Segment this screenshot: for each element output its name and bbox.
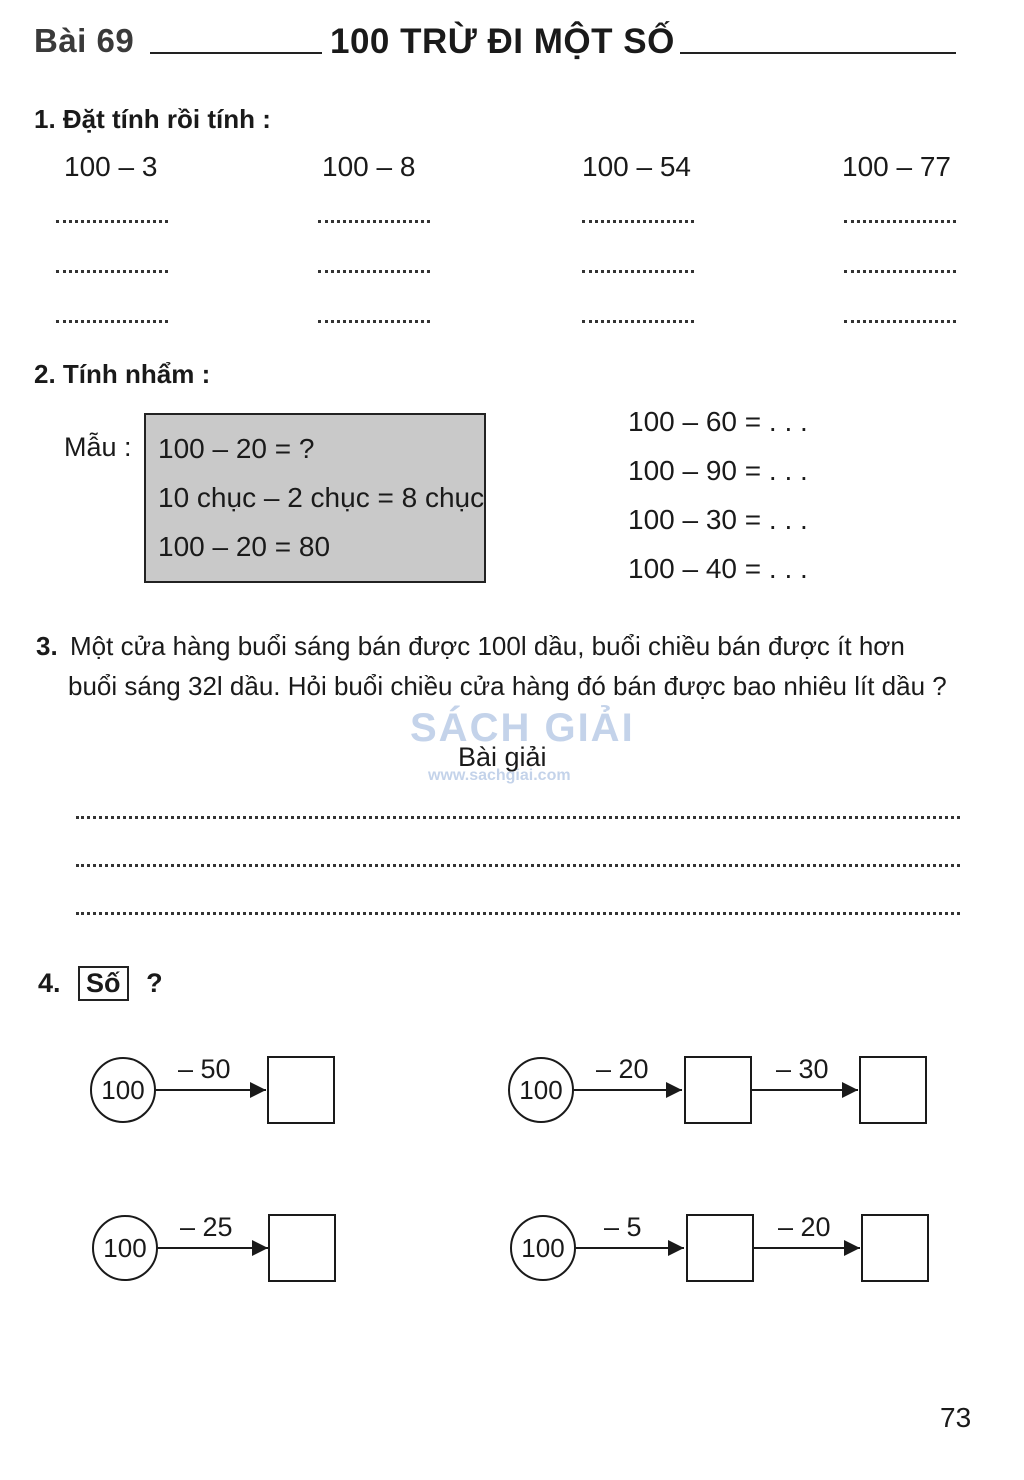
start-circle: 100 <box>508 1057 574 1123</box>
exercise1-problem: 100 – 3 <box>64 151 158 182</box>
exercise3-number: 3. <box>36 631 58 661</box>
mental-math-problem: 100 – 60 = . . . <box>628 406 808 437</box>
mental-math-problem: 100 – 40 = . . . <box>628 553 808 584</box>
operation-label: – 5 <box>604 1212 642 1242</box>
watermark-logo: SÁCH GIẢI <box>410 706 635 750</box>
so-box-label: Số <box>78 966 129 1001</box>
start-circle: 100 <box>90 1057 156 1123</box>
operation-label: – 25 <box>180 1212 233 1242</box>
page-number: 73 <box>940 1402 972 1433</box>
operation-label: – 30 <box>776 1054 829 1084</box>
answer-box[interactable] <box>861 1214 929 1282</box>
sample-line: 100 – 20 = 80 <box>158 531 331 562</box>
exercise3-text-line1: Một cửa hàng buổi sáng bán được 100l dầu, buổi chiều bán được ít hơn <box>70 631 905 661</box>
operation-label: – 20 <box>778 1212 831 1242</box>
sample-label: Mẫu : <box>64 432 132 462</box>
lesson-number: Bài 69 <box>34 22 135 59</box>
exercise1-problem: 100 – 77 <box>842 151 951 182</box>
operation-label: – 50 <box>178 1054 231 1084</box>
exercise3-text-line2: buổi sáng 32l dầu. Hỏi buổi chiều cửa hàng đó bán được bao nhiêu lít dầu ? <box>68 671 947 701</box>
exercise1-problem: 100 – 8 <box>322 151 416 182</box>
answer-box[interactable] <box>267 1056 335 1124</box>
exercise1-heading: 1. Đặt tính rồi tính : <box>34 104 271 134</box>
answer-box[interactable] <box>686 1214 754 1282</box>
operation-label: – 20 <box>596 1054 649 1084</box>
start-circle: 100 <box>92 1215 158 1281</box>
answer-box[interactable] <box>859 1056 927 1124</box>
sample-line: 10 chục – 2 chục = 8 chục <box>158 482 485 513</box>
exercise4-number: 4. <box>38 968 61 998</box>
exercise2-heading: 2. Tính nhẩm : <box>34 359 211 389</box>
answer-box[interactable] <box>684 1056 752 1124</box>
mental-math-problem: 100 – 90 = . . . <box>628 455 808 486</box>
lesson-title: 100 TRỪ ĐI MỘT SỐ <box>330 22 675 61</box>
answer-box[interactable] <box>268 1214 336 1282</box>
mental-math-problem: 100 – 30 = . . . <box>628 504 808 535</box>
start-circle: 100 <box>510 1215 576 1281</box>
sample-line: 100 – 20 = ? <box>158 433 315 464</box>
solution-label: Bài giải <box>458 742 547 772</box>
watermark-url: www.sachgiai.com <box>428 767 571 784</box>
exercise1-problem: 100 – 54 <box>582 151 691 182</box>
question-mark: ? <box>146 968 163 998</box>
